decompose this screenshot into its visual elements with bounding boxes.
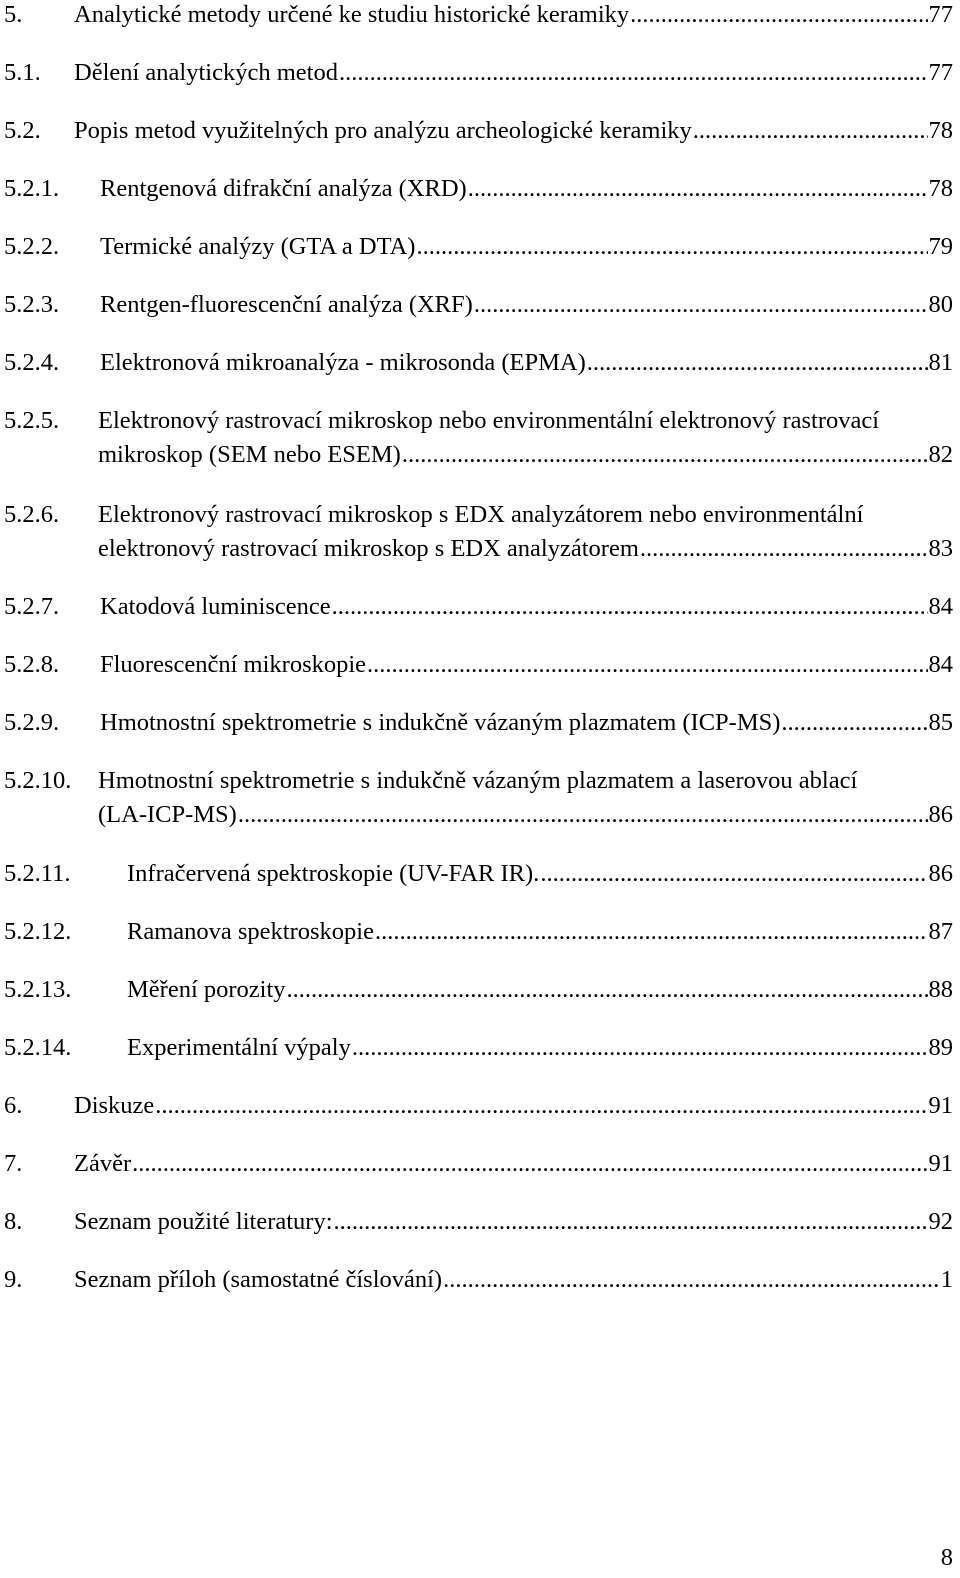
toc-entry-number: 5.2.14. [4,1034,72,1061]
toc-entry-number: 5.2.8. [4,651,60,678]
toc-entry-title: Katodová luminiscence [100,593,331,620]
toc-entry-page: 81 [928,349,953,376]
toc-entry-page: 85 [928,709,953,736]
toc-dot-leader [693,114,928,148]
toc-entry-page: 84 [928,651,953,678]
toc-dot-leader [367,648,927,682]
toc-entry-page: 84 [928,593,953,620]
toc-entry-title: Diskuze [74,1092,155,1119]
toc-dot-leader [132,1147,927,1181]
toc-entry-number: 5.2.6. [4,501,60,528]
toc-entry-title: Dělení analytických metod [74,59,338,86]
toc-entry-title: Seznam použité literatury: [74,1208,333,1235]
toc-entry-title: Popis metod využitelných pro analýzu archeologické keramiky [74,117,692,144]
toc-dot-leader [540,857,927,891]
toc-entry-title: Elektronový rastrovací mikroskop s EDX analyzátorem nebo environmentální [98,501,864,528]
toc-entry-page: 91 [928,1092,953,1119]
toc-dot-leader [339,56,928,90]
toc-entry-page: 77 [928,1,953,28]
toc-dot-leader [630,0,927,32]
toc-entry-page: 1 [940,1266,953,1293]
toc-dot-leader [334,1205,928,1239]
toc-entry-page: 92 [928,1208,953,1235]
toc-entry-title: Experimentální výpaly [127,1034,351,1061]
toc-entry-page: 86 [928,860,953,887]
toc-entry-title: Analytické metody určené ke studiu historické keramiky [74,1,630,28]
toc-entry-page: 78 [928,117,953,144]
toc-entry-title: Měření porozity [127,976,286,1003]
toc-entry-number: 5. [4,1,23,28]
toc-entry-number: 5.2.10. [4,767,72,794]
toc-dot-leader [468,172,928,206]
toc-entry-page: 78 [928,175,953,202]
toc-entry-page: 80 [928,291,953,318]
toc-entry-page: 91 [928,1150,953,1177]
toc-entry-page: 82 [928,441,953,468]
toc-entry-page: 86 [928,801,953,828]
toc-entry-title: Elektronový rastrovací mikroskop nebo environmentální elektronový rastrovací [98,407,880,434]
toc-entry-title: Rentgenová difrakční analýza (XRD) [100,175,467,202]
toc-dot-leader [332,590,928,624]
toc-dot-leader [416,230,927,264]
toc-entry-number: 8. [4,1208,23,1235]
toc-dot-leader [474,288,928,322]
toc-entry-page: 88 [928,976,953,1003]
toc-entry-title: Fluorescenční mikroskopie [100,651,367,678]
toc-entry-number: 6. [4,1092,23,1119]
toc-entry-title: elektronový rastrovací mikroskop s EDX analyzátorem [98,535,639,562]
toc-entry-number: 5.2.12. [4,918,72,945]
toc-dot-leader [238,798,928,832]
toc-entry-title: Infračervená spektroskopie (UV-FAR IR). [127,860,540,887]
toc-entry-title: Hmotnostní spektrometrie s indukčně vázaným plazmatem a laserovou ablací [98,767,858,794]
toc-entry-number: 5.2.1. [4,175,60,202]
toc-entry-title: Termické analýzy (GTA a DTA) [100,233,416,260]
toc-entry-number: 5.2.4. [4,349,60,376]
toc-entry-page: 79 [928,233,953,260]
toc-entry-number: 5.2.9. [4,709,60,736]
toc-entry-title: Ramanova spektroskopie [127,918,374,945]
toc-entry-number: 5.2.5. [4,407,60,434]
toc-entry-number: 5.2.11. [4,860,71,887]
toc-dot-leader [640,532,928,566]
toc-entry-number: 7. [4,1150,23,1177]
toc-entry-title: Rentgen-fluorescenční analýza (XRF) [100,291,473,318]
toc-entry-number: 9. [4,1266,23,1293]
toc-entry-title: Hmotnostní spektrometrie s indukčně vázaným plazmatem (ICP-MS) [100,709,781,736]
toc-entry-number: 5.1. [4,59,41,86]
toc-dot-leader [375,915,928,949]
toc-dot-leader [587,346,928,380]
toc-dot-leader [352,1031,928,1065]
toc-entry-title: Seznam příloh (samostatné číslování) [74,1266,443,1293]
toc-dot-leader [443,1263,940,1297]
toc-entry-page: 89 [928,1034,953,1061]
toc-entry-page: 77 [928,59,953,86]
toc-entry-title: Elektronová mikroanalýza - mikrosonda (EPMA) [100,349,586,376]
toc-entry-number: 5.2.7. [4,593,60,620]
toc-dot-leader [287,973,928,1007]
page-number: 8 [940,1544,953,1571]
toc-entry-title: (LA-ICP-MS) [98,801,237,828]
toc-entry-number: 5.2.13. [4,976,72,1003]
toc-entry-title: Závěr [74,1150,132,1177]
toc-entry-number: 5.2. [4,117,41,144]
toc-dot-leader [781,706,927,740]
toc-entry-number: 5.2.2. [4,233,60,260]
toc-dot-leader [155,1089,927,1123]
toc-entry-title: mikroskop (SEM nebo ESEM) [98,441,401,468]
toc-entry-page: 87 [928,918,953,945]
toc-entry-page: 83 [928,535,953,562]
toc-entry-number: 5.2.3. [4,291,60,318]
toc-dot-leader [402,438,928,472]
